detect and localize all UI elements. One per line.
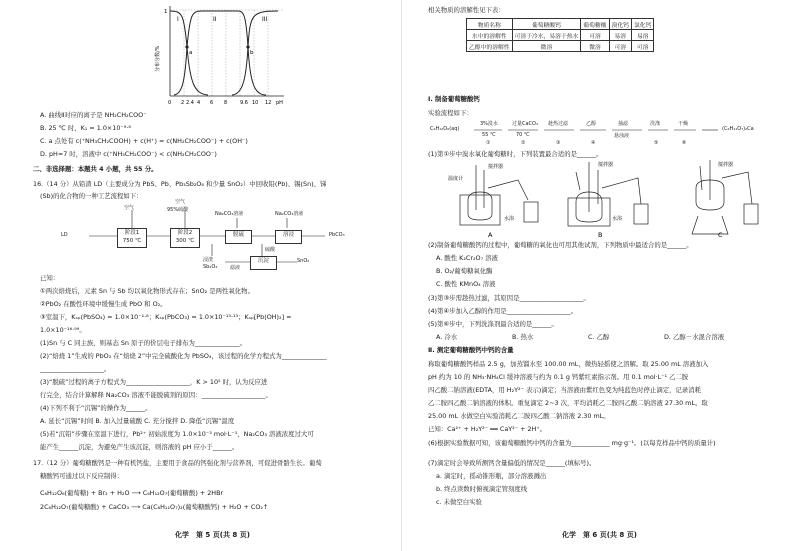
table-cell: 可溶 (581, 30, 609, 41)
flow-sb2o3: Sb₂O₃ (203, 264, 218, 270)
q2-text: (2)制备葡萄糖酸钙的过程中，葡萄糖的氧化也可用其他试剂，下列物质中最适合的是______。 (428, 241, 693, 249)
q7-option: a. 滴定时，摇动锥形瓶，部分溶液溅出 (436, 472, 547, 480)
q16-part: (5)若“沉铅”步骤在室温下进行，Pb²⁺ 初始浓度为 1.0×10⁻³ mol·L⁻¹，Na₂CO₃ 溶液浓度过大可 (40, 430, 314, 438)
sec2-body-line: 25.00 mL 水做空白实验消耗乙二胺四乙酸二钠溶液 2.30 mL。 (428, 412, 610, 420)
flow-step-num: ② (521, 140, 526, 146)
flow-box-shake: 脱硫 (225, 230, 252, 244)
q16-part: 能产生______沉淀，为避免产生该沉淀，则溶液的 pH 应小于______。 (40, 443, 239, 451)
chart-x-tick: 2.4 (186, 100, 194, 106)
table-intro: 相关物质的溶解性见下表： (428, 6, 505, 14)
apparatus-label: C (718, 231, 723, 239)
flow-box-dissolve: 溶浸 (275, 230, 302, 244)
experiment-flow (428, 120, 788, 150)
flow-step-label: 干燥 (678, 121, 689, 127)
chart-y-tick: 1 (164, 9, 168, 15)
q5-option: A. 冷水 (436, 333, 458, 341)
q15-option-a: A. 曲线Ⅱ对应的离子是 NH₂CH₂COO⁻ (40, 111, 147, 119)
q17-stem: 17.（12 分）葡萄糖酸钙是一种有机钙盐，主要用于食品的钙强化剂与营养剂，可促进骨骼生长。葡萄 (33, 459, 322, 467)
flow-stage1-label: 阶段1 (124, 230, 140, 236)
chart-region-2: II (213, 16, 217, 23)
chart-x-tick: 10 (252, 100, 259, 106)
table-row (467, 30, 654, 41)
table-row (467, 41, 654, 52)
flow-stage2-temp: 300 ℃ (175, 238, 195, 244)
solubility-table (466, 18, 654, 52)
chart-point-b: b (250, 50, 254, 56)
apparatus-text: 水浴 (504, 216, 515, 222)
apparatus-figure (448, 160, 768, 240)
table-cell: 微溶 (581, 41, 609, 52)
q17-equation: 2C₆H₁₂O₇(葡萄糖酸) + CaCO₃ ⟶ Ca(C₆H₁₁O₇)₂(葡萄糖酸钙) + H₂O + CO₂↑ (40, 503, 269, 511)
apparatus-text: 搅拌器 (488, 164, 504, 170)
q1-text: (1)第①步中溴水氧化葡萄糖时，下列装置最合适的是______。 (428, 150, 603, 158)
known-item: ③室温下，Kₛₚ(PbSO₄) = 1.0×10⁻¹·⁸；Kₛₚ(PbCO₃) = 1.0×10⁻¹³·¹³；Kₛₚ[Pb(OH)₂] = (40, 313, 292, 321)
q2-option: A. 酸性 K₂Cr₂O₇ 溶液 (436, 254, 498, 262)
table-cell: 微溶 (512, 41, 581, 52)
chart-point-a: a (189, 50, 193, 56)
q16-part: A. 延长“沉锡”时间 B. 加入过量硫酸 C. 充分搅拌 D. 降低“沉锡”温度 (40, 417, 235, 425)
q16-stem: 16.（14 分）从铅渣 LD（主要成分为 PbS、Pb、Pb₃Sb₂O₈ 和少量 SnO₂）中回收铅(Pb)、锡(Sn)、锑 (33, 180, 327, 188)
table-header: 氯化钙 (631, 19, 653, 30)
chart-x-tick: 8 (224, 100, 228, 106)
flow-box-precip: 沉淀 (250, 256, 277, 270)
table-cell: 易溶 (609, 30, 631, 41)
flow-step-label: 乙醇 (586, 121, 597, 127)
flow-ld: LD (61, 232, 68, 238)
flow-box-stage1 (117, 228, 147, 248)
sec2-body-line: 四乙酸二钠溶液(EDTA，用 H₂Y²⁻ 表示)滴定；当溶液由紫红色变为纯蓝色时停止滴定，记录消耗 (428, 386, 702, 394)
table-header: 物质名称 (467, 19, 513, 30)
flow-step-label: 抽滤 (618, 121, 629, 127)
page-right (402, 0, 800, 551)
flow-end: (C₆H₁₁O₇)₂Ca (722, 126, 754, 132)
q5-option: B. 热水 (512, 333, 534, 341)
q16-part: (3)“脱硫”过程的离子方程式为____________________，K > 10⁵ 时，认为反应进 (40, 378, 268, 386)
table-header: 葡萄糖酸钙 (512, 19, 581, 30)
table-cell: 水中的溶解性 (467, 30, 513, 41)
chart-region-3: III (262, 16, 268, 23)
table-cell: 易溶 (631, 30, 653, 41)
flow-stage1-temp: 750 ℃ (122, 238, 142, 244)
q16-part: (4)下列不利于“沉锡”的操作为______。 (40, 404, 152, 412)
page-footer: 化学 第 6 页(共 8 页) (562, 531, 637, 539)
q15-option-b: B. 25 ℃ 时，K₁ = 1.0×10⁻⁹·⁶ (40, 124, 131, 132)
q17-stem: 糖酸钙可通过以下反应制得： (40, 472, 124, 480)
q16-part: ____________________。 (40, 365, 111, 373)
q16-part: (2)“焙烧 1”生成的 PbO₂ 在“焙烧 2”中完全硫酸化为 PbSO₄，该过程的化学方程式为______________ (40, 352, 327, 360)
q2-option: C. 酸性 KMnO₄ 溶液 (436, 280, 496, 288)
table-header: 溴化钙 (609, 19, 631, 30)
flow-acid: 95%硫酸 (167, 207, 189, 213)
section-heading: 二、非选择题：本题共 4 小题，共 55 分。 (33, 165, 158, 173)
known-item: ①两次焙烧后，元素 Sn 与 Sb 均以氧化物形式存在；SnO₂ 是两性氧化物。 (40, 287, 254, 295)
page-footer: 化学 第 5 页(共 8 页) (175, 531, 250, 539)
section-heading: Ⅱ. 测定葡萄糖酸钙中钙的含量 (428, 346, 514, 354)
flow-sno2: SnO₂ (297, 258, 310, 264)
flow-box-stage2 (170, 228, 200, 248)
table-header: 葡萄糖酸 (581, 19, 609, 30)
table-header-row (467, 19, 654, 30)
q16-part: 行完全，结合计算解释 Na₂CO₃ 溶液不能脱硫剂的原因：____________________。 (40, 391, 272, 399)
distribution-chart (150, 2, 295, 110)
apparatus-text: 水浴 (612, 216, 623, 222)
flow-step-label: 过量CaCO₃ (512, 121, 538, 127)
q16-part: (1)Sn 与 C 同主族，则基态 Sn 原子的价层电子排布为______________。 (40, 339, 247, 347)
chart-x-tick: 12 (265, 100, 272, 106)
sec2-body-line: pH 约为 10 的 NH₃·NH₄Cl 缓冲溶液与约为 0.1 g 钙紫红素指示剂。用 0.1 mol·L⁻¹ 乙二胺 (428, 373, 689, 381)
table-cell: 乙醇中的溶解性 (467, 41, 513, 52)
flow-step-label: 3%溴水 (480, 121, 498, 127)
flow-step-num: ③ (556, 140, 561, 146)
section-heading: Ⅰ. 制备葡萄糖酸钙 (428, 95, 480, 103)
q2-option: B. O₂/葡萄糖氧化酶 (436, 267, 493, 275)
flow-reagent: Na₂CO₃溶液 (275, 211, 304, 217)
table-cell: 可溶 (609, 41, 631, 52)
flow-step-num: ⑤ (654, 140, 659, 146)
flow-step-num: ④ (591, 140, 596, 146)
q7-option: c. 未做空白实验 (436, 498, 482, 506)
flow-step-num: ⑥ (682, 140, 687, 146)
flow-product-pbco3: PbCO₃ (329, 232, 345, 238)
apparatus-label: A (488, 231, 493, 239)
apparatus-text: 温度计 (448, 176, 464, 182)
flow-air: 空气 (175, 199, 186, 205)
q3-text: (3)第③步需趁热过滤，其原因是____________________。 (428, 294, 590, 302)
flow-step-label: 70 ℃ (516, 132, 530, 138)
chart-region-1: I (177, 16, 179, 23)
apparatus-text: 搅拌器 (718, 162, 734, 168)
sec2-body-line: 乙二胺四乙酸二钠溶液的体积。重复滴定 2~3 次，平均消耗乙二胺四乙酸二钠溶液 27.30 mL。取 (428, 399, 708, 407)
q4-text: (4)第④步加入乙醇的作用是____________________。 (428, 307, 577, 315)
q6-text: (6)根据实验数据可知，该葡萄糖酸钙中钙的含量为____________ mg·g⁻¹。(以每克样品中钙的质量计) (428, 439, 716, 447)
flow-stage2-label: 阶段2 (177, 230, 193, 236)
q7-option: b. 终点读数时俯视滴定管刻度线 (436, 485, 528, 493)
chart-y-label: 分布分数/% (155, 45, 161, 72)
known-label: 已知： (40, 274, 60, 282)
q15-option-d: D. pH=7 时，溶液中 c(⁺NH₃CH₂COO⁻) < c(NH₂CH₂COO⁻) (40, 150, 217, 158)
flow-sulfuric: 硫酸 (265, 247, 276, 253)
q5-option: D. 乙醇－水混合溶液 (664, 333, 725, 341)
q15-option-c: C. a 点处有 c(⁺NH₃CH₂COOH) + c(H⁺) = c(NH₂CH₂COO⁻) + c(OH⁻) (40, 137, 248, 145)
apparatus-label: B (598, 231, 603, 239)
chart-x-tick: 6 (210, 100, 214, 106)
chart-x-tick: 4 (197, 100, 201, 106)
flow-step-label: 洗涤 (650, 121, 661, 127)
q7-text: (7)滴定时会导致所测钙含量偏低的情况是______(填标号)。 (428, 459, 596, 467)
chart-x-tick: 0 (168, 100, 172, 106)
process-flow (61, 199, 375, 272)
chart-x-tick: 9.6 (240, 100, 248, 106)
flow-air: 空气 (124, 205, 135, 211)
flow-step-label: 趁热过滤 (548, 121, 569, 127)
sec2-body-line: 已知：Ca²⁺ + H₂Y²⁻ ══ CaY²⁻ + 2H⁺。 (428, 425, 547, 433)
chart-x-label: pH (276, 100, 283, 106)
flow-start: C₆H₁₂O₆(aq) (430, 126, 460, 132)
q17-equation: C₆H₁₂O₆(葡萄糖) + Br₂ + H₂O ⟶ C₆H₁₂O₇(葡萄糖酸) + 2HBr (40, 489, 224, 497)
flow-leach: 浸渣 (203, 257, 214, 263)
flow-step-num: ① (486, 140, 491, 146)
q5-option: C. 乙醇 (588, 333, 610, 341)
flow-intro: 实验流程如下： (428, 109, 473, 117)
chart-x-tick: 2 (181, 100, 185, 106)
table-cell: 可溶 (631, 41, 653, 52)
flow-reagent: Na₂CO₃溶液 (215, 211, 244, 217)
q16-stem: (Sb)的化合物的一种工艺流程如下： (40, 192, 143, 200)
apparatus-text: 搅拌器 (598, 162, 614, 168)
sec2-body-line: 称取葡萄糖酸钙样品 2.5 g，加蒸馏水至 100.00 mL，微热轻摇使之溶解。取 25.00 mL 溶液加入 (428, 360, 709, 368)
flow-step-label: 悬浊液 (614, 133, 630, 139)
q5-text: (5)第⑥步中，下列洗涤剂最合适的是______。 (428, 320, 558, 328)
table-cell: 可溶于冷水，易溶于热水 (512, 30, 581, 41)
known-item: ②PbO₂ 在酸性环境中缓慢生成 PbO 和 O₂。 (40, 300, 167, 308)
known-item: 1.0×10⁻¹⁶·⁹⁹。 (40, 326, 86, 334)
flow-step-label: 55 ℃ (482, 132, 496, 138)
flow-filtrate: 滤液 (230, 265, 241, 271)
